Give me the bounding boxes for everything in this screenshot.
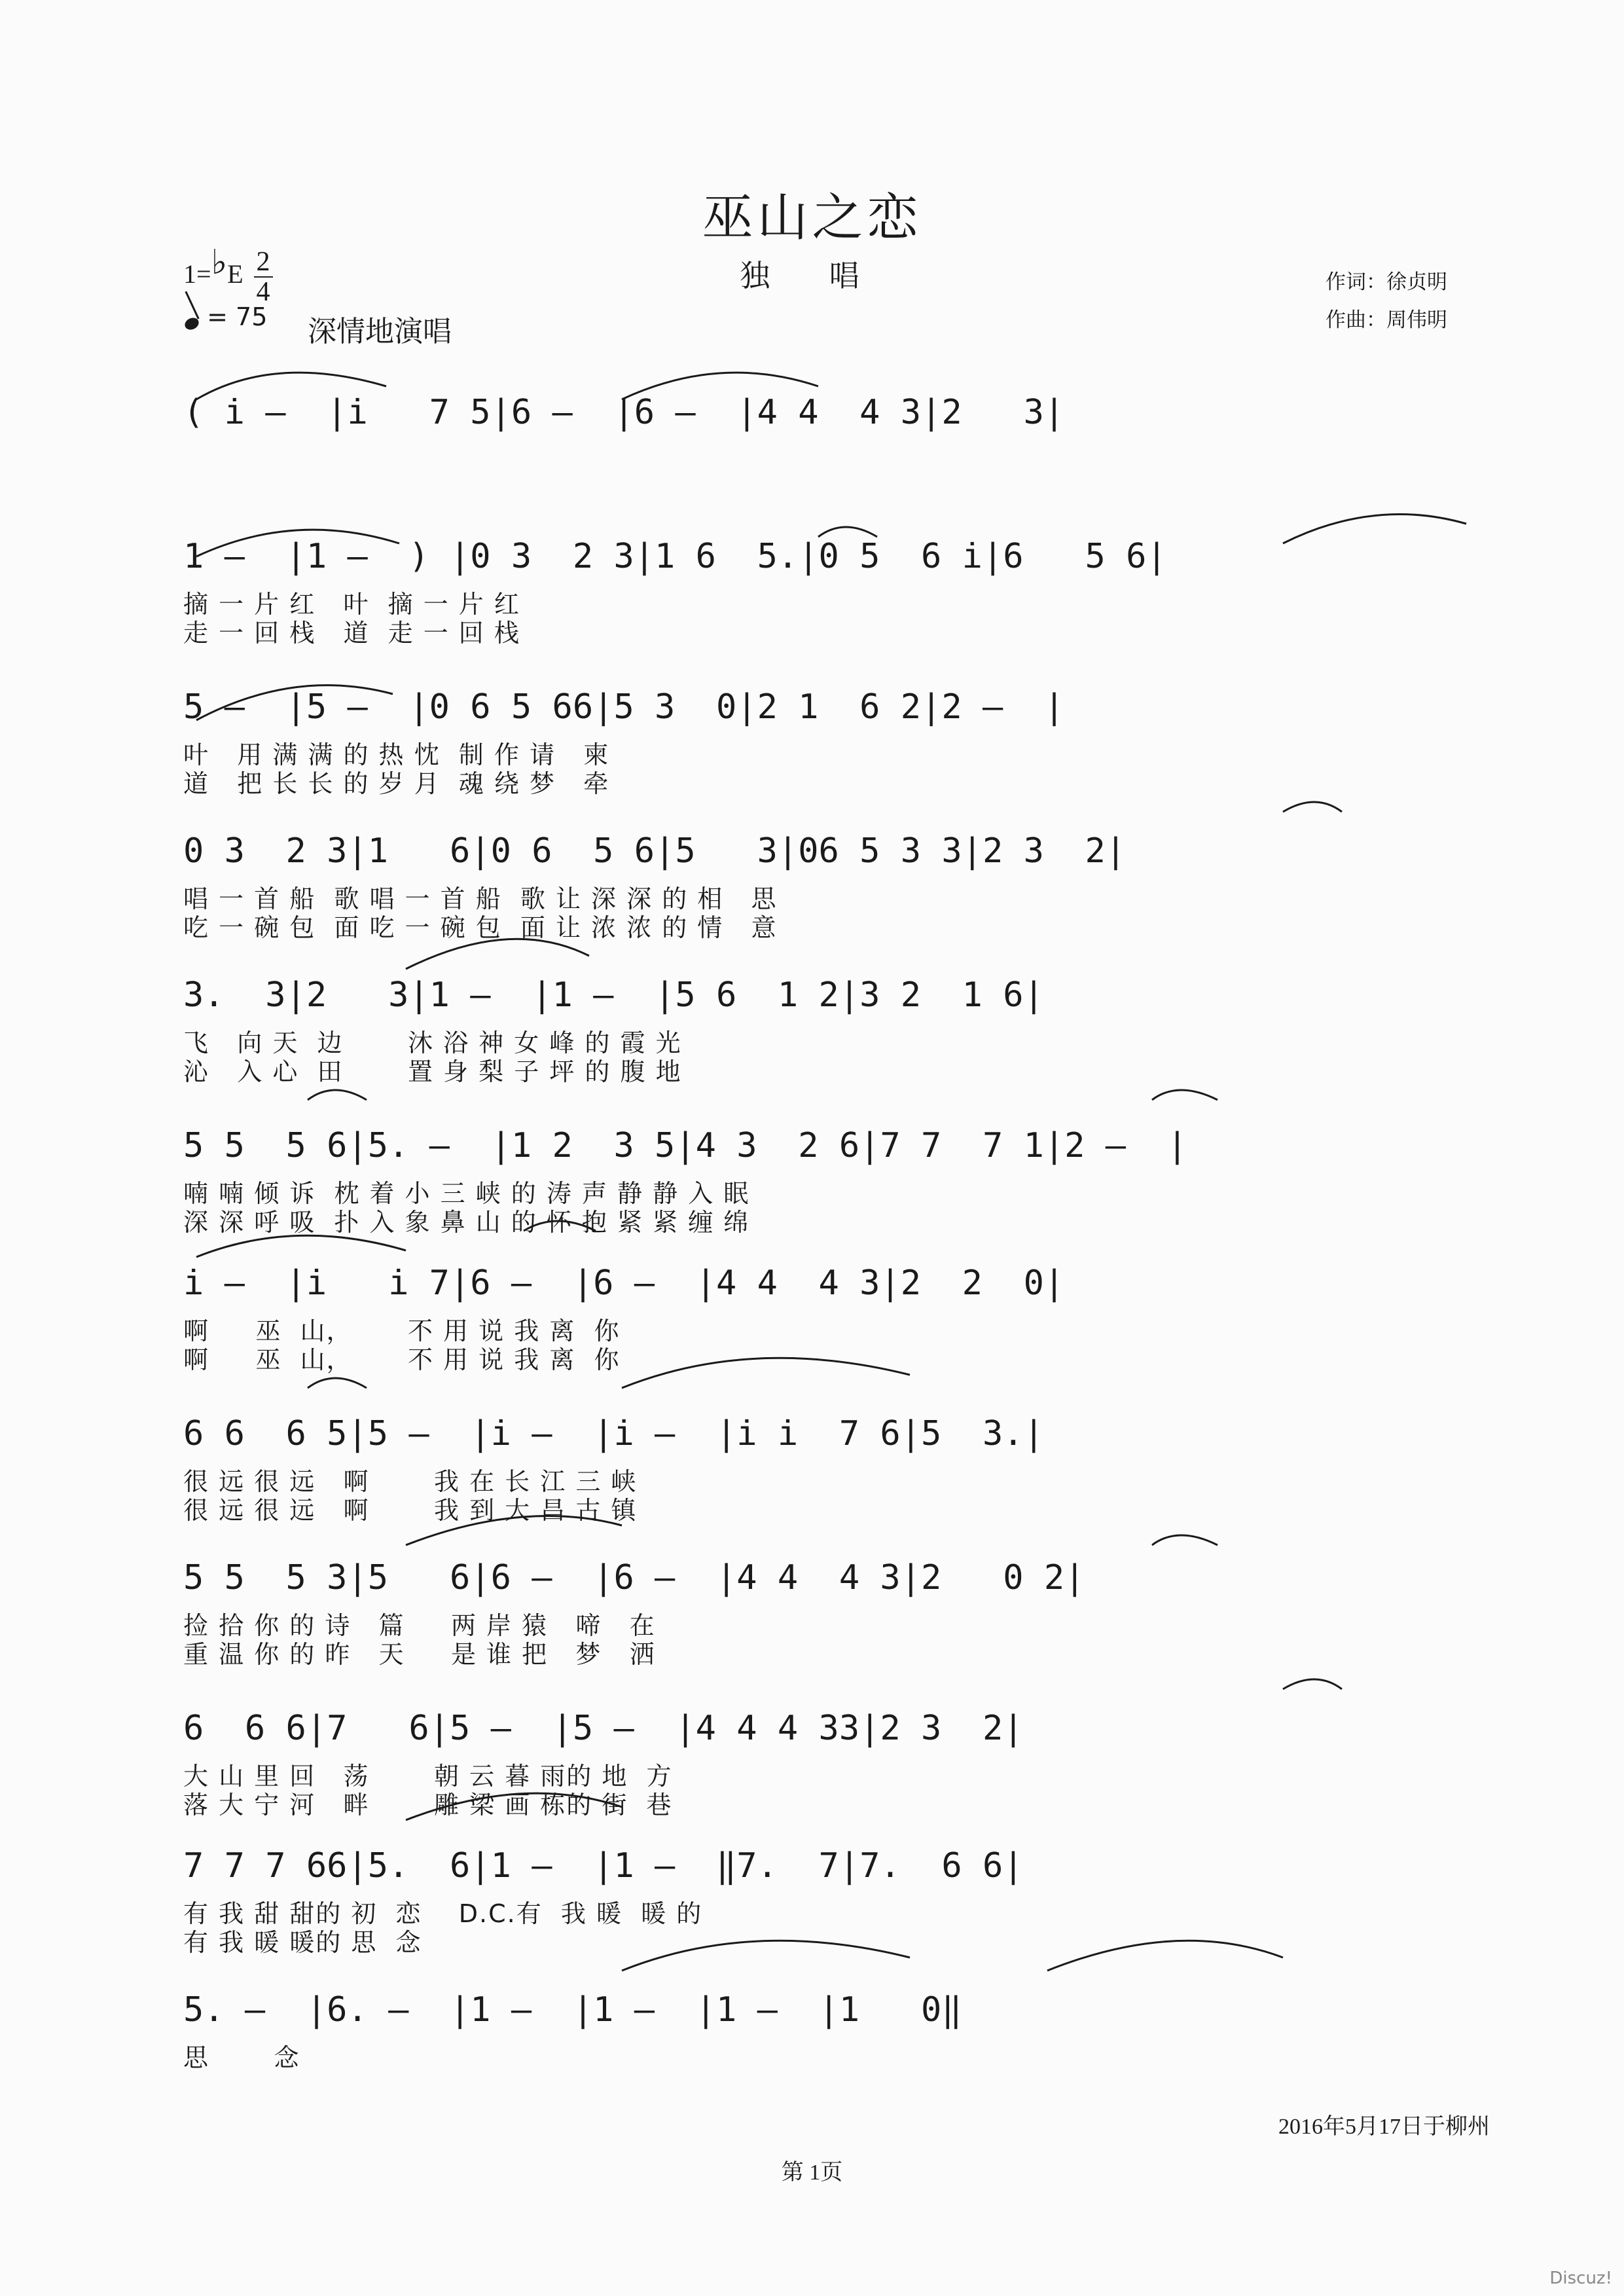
notation-line: 3. 3|2 3|1 – |1 – |5 6 1 2|3 2 1 6| — [183, 975, 1044, 1015]
lyric-line-1: 叶 用 满 满 的 热 忱 制 作 请 柬 — [183, 740, 610, 769]
lyric-line-1: 唱 一 首 船 歌 唱 一 首 船 歌 让 深 深 的 相 思 — [183, 884, 778, 913]
watermark: Discuz! — [1549, 2269, 1612, 2288]
lyric-line-1: 喃 喃 倾 诉 枕 着 小 三 峡 的 涛 声 静 静 入 眠 — [183, 1179, 750, 1208]
lyric-line-2: 有 我 暖 暖的 思 念 — [183, 1928, 422, 1957]
notation-line: 6 6 6 5|5 – |i̇ – |i̇ – |i̇ i̇ 7 6|5 3.| — [183, 1414, 1044, 1453]
notation-line: 5 5 5 6|5. – |1 2 3 5|4 3 2 6|7 7 7 1|2 – | — [183, 1126, 1188, 1165]
composer-credit: 作曲：周伟明 — [1326, 308, 1447, 332]
notation-line: 5. – |6. – |1 – |1 – |1 – |1 0‖ — [183, 1990, 962, 2030]
lyricist-credit: 作词：徐贞明 — [1326, 270, 1447, 294]
date-place: 2016年5月17日于柳州 — [1278, 2115, 1490, 2139]
song-title: 巫山之恋 — [702, 189, 922, 247]
lyric-line-1: 大 山 里 回 荡 朝 云 暮 雨的 地 方 — [183, 1762, 673, 1791]
lyric-line-2: 很 远 很 远 啊 我 到 大 昌 古 镇 — [183, 1496, 638, 1525]
performance-type: 独 唱 — [740, 258, 884, 293]
lyric-line-2: 啊 巫 山， 不 用 说 我 离 你 — [183, 1345, 621, 1374]
page-number: 第 1页 — [781, 2160, 843, 2185]
time-signature-bottom: 4 — [256, 277, 270, 307]
lyric-line-1: 思 念 — [183, 2043, 300, 2072]
key-prefix: 1= — [183, 259, 211, 289]
lyric-line-1: 飞 向 天 边 沐 浴 神 女 峰 的 霞 光 — [183, 1029, 682, 1057]
lyric-line-1: 很 远 很 远 啊 我 在 长 江 三 峡 — [183, 1467, 638, 1496]
lyric-line-2: 深 深 呼 吸 扑 入 象 鼻 山 的 怀 抱 紧 紧 缠 绵 — [183, 1208, 750, 1237]
lyric-line-1: 捡 拾 你 的 诗 篇 两 岸 猿 啼 在 — [183, 1611, 656, 1640]
tempo-value: = 75 — [207, 302, 268, 331]
lyric-line-1: 啊 巫 山， 不 用 说 我 离 你 — [183, 1317, 621, 1345]
lyric-line-2: 道 把 长 长 的 岁 月 魂 绕 梦 牵 — [183, 769, 610, 798]
lyric-line-2: 重 温 你 的 昨 天 是 谁 把 梦 洒 — [183, 1640, 656, 1669]
notation-line: 5 5 5 3|5 6|6 – |6 – |4 4 4 3|2 0 2| — [183, 1558, 1085, 1597]
notation-line: 0 3 2 3|1 6|0 6 5 6|5 3|06 5 3 3|2 3 2| — [183, 831, 1127, 871]
lyric-line-2: 落 大 宁 河 畔 雕 梁 画 栋的 街 巷 — [183, 1791, 673, 1819]
lyric-line-2: 吃 一 碗 包 面 吃 一 碗 包 面 让 浓 浓 的 情 意 — [183, 913, 778, 942]
notation-line: 6 6 6|7 6|5 – |5 – |4 4 4 33|2 3 2| — [183, 1709, 1024, 1748]
notation-line: i̇ – |i̇ i̇ 7|6 – |6 – |4 4 4 3|2 2 0| — [183, 1264, 1065, 1303]
notation-line: 7 7 7 66|5. 6|1 – |1 – ‖7. 7|7. 6 6| — [183, 1846, 1024, 1886]
time-signature-top: 2 — [254, 247, 273, 278]
expression-marking: 深情地演唱 — [308, 315, 452, 348]
flat-sign: ♭ — [211, 244, 228, 282]
key-letter: E — [227, 259, 244, 289]
notation-line: 5 – |5 – |0 6 5 66|5 3 0|2 1 6 2|2 – | — [183, 687, 1065, 727]
lyric-line-1: 摘 一 片 红 叶 摘 一 片 红 — [183, 590, 520, 619]
lyric-line-2: 沁 入 心 田 置 身 梨 子 坪 的 腹 地 — [183, 1057, 682, 1086]
notation-line: 1 – |1 – ) |0 3 2 3|1 6 5.|0 5 6 i̇|6 5 6| — [183, 537, 1167, 576]
notation-line: ( i̇ – |i̇ 7 5|6 – |6 – |4 4 4 3|2 3| — [183, 393, 1065, 432]
lyric-line-1: 有 我 甜 甜的 初 恋 D.C.有 我 暖 暖 的 — [183, 1899, 703, 1928]
lyric-line-2: 走 一 回 栈 道 走 一 回 栈 — [183, 619, 520, 647]
